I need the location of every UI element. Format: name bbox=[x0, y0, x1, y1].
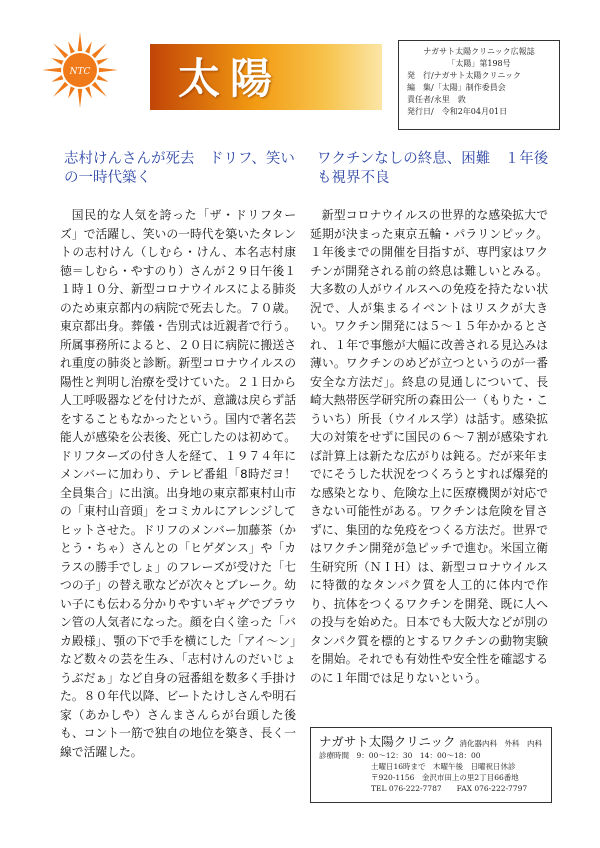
sun-ray bbox=[78, 32, 83, 51]
clinic-hours: 9：00～12：30 14：00～18：00 bbox=[356, 751, 481, 760]
clinic-phone: TEL 076-222-7787 bbox=[371, 784, 442, 793]
publish-date-line: 発行日/ 令和2年04月01日 bbox=[407, 107, 508, 116]
sun-ray bbox=[92, 82, 107, 97]
sun-ray bbox=[51, 58, 63, 65]
newsletter-title: 太陽 bbox=[178, 54, 283, 103]
sun-ray bbox=[53, 43, 68, 58]
sun-ray bbox=[78, 89, 83, 108]
clinic-name-line bbox=[319, 732, 543, 750]
editor-line: 編 集/「太陽」制作委員会 bbox=[407, 83, 506, 92]
clinic-departments: 消化器内科 外科 内科 bbox=[459, 739, 543, 748]
sun-ray bbox=[97, 58, 109, 65]
clinic-name: ナガサト太陽クリニック bbox=[319, 734, 456, 749]
sun-ray bbox=[68, 87, 75, 99]
sun-ray bbox=[85, 87, 92, 99]
clinic-address: 〒920-1156 金沢市田上の里2丁目66番地 bbox=[371, 773, 519, 782]
sun-ray bbox=[97, 75, 109, 82]
masthead-info-box bbox=[398, 40, 560, 130]
sun-ray bbox=[92, 43, 107, 58]
clinic-info-box bbox=[310, 727, 552, 803]
responsible-line: 責任者/永里 敦 bbox=[407, 95, 466, 104]
publisher-line: 発 行/ナガサト太陽クリニック bbox=[407, 71, 522, 80]
clinic-phone-fax-line bbox=[319, 783, 543, 794]
clinic-fax: FAX 076-222-7797 bbox=[456, 784, 528, 793]
publication-name: ナガサト太陽クリニック広報誌 bbox=[423, 47, 535, 56]
sun-ray bbox=[99, 68, 118, 73]
right-article-headline: ワクチンなしの終息、困難 １年後も視界不良 bbox=[317, 151, 549, 186]
clinic-saturday-note: 土曜日16時まで 木曜午後 日曜祝日休診 bbox=[371, 762, 516, 771]
title-banner bbox=[150, 44, 382, 110]
clinic-hours-label: 診療時間 bbox=[319, 751, 349, 760]
clinic-hours-line bbox=[319, 750, 543, 761]
sun-ray bbox=[85, 41, 92, 53]
left-article-headline: 志村けんさんが死去 ドリフ、笑いの一時代築く bbox=[64, 151, 295, 186]
svg-text:NTC: NTC bbox=[69, 67, 91, 77]
sun-ray bbox=[42, 68, 61, 73]
issue-number: 「太陽」第198号 bbox=[447, 59, 511, 68]
sun-logo-icon bbox=[40, 30, 120, 110]
right-article-body: 新型コロナウイルスの世界的な感染拡大で延期が決まった東京五輪・パラリンピック。１年後までの開催を目指すが、専門家はワクチンが開発される前の終息は難しいとみる。大多数の人がウイルスへの免疫を持たない状況で、人が集まるイベントはリスクが大きい。ワクチン開発には５～１５年かかるとされ、１年で事態が大幅に改善される見込みは薄い。ワクチンのめどが立つというのが一番安全な方法だ」。終息の見通しについて、長崎大熱帯医学研究所の森田公一（もりた・こういち）所長（ウイルス学）は話す。感染拡大の対策をせずに国民の６～７割が感染すれば計算上は新たな広がりは鈍る。だが来年までにそうした状況をつくろうとすれば爆発的な感染となり、危険な上に医療機関が対応できない可能性がある。ワクチンは危険を冒さずに、集団的な免疫をつくる方法だ。世界ではワクチン開発が急ピッチで進む。米国立衛生研究所（ＮＩＨ）は、新型コロナウイルスに特徴的なタンパク質を人工的に体内で作り、抗体をつくるワクチンを開発、既に人への投与を始めた。日本でも大阪大などが別のタンパク質を標的とするワクチンの動物実験を開始。それでも有効性や安全性を確認するのに１年間では足りないという。 bbox=[310, 208, 548, 685]
sun-ray bbox=[51, 75, 63, 82]
left-article-body: 国民的な人気を誇った「ザ・ドリフターズ」で活躍し、笑いの一時代を築いたタレントの志村けん（しむら・けん、本名志村康徳＝しむら・やすのり）さんが２９日午後１１時１０分、新型コロナウイルスによる肺炎のため東京都内の病院で死去した。７０歳。東京都出身。葬儀・告別式は近親者で行う。所属事務所によると、２０日に病院に搬送され重度の肺炎と診断。新型コロナウイルスの陽性と判明し治療を受けていた。２１日から人工呼吸器などを付けたが、意識は戻らず話をすることもなかったという。国内で著名芸能人が感染を公表後、死亡したのは初めて。ドリフターズの付き人を経て、１９７４年にメンバーに加わり、テレビ番組「8時だヨ！全員集合」に出演。出身地の東京都東村山市の「東村山音頭」をコミカルにアレンジしてヒットさせた。ドリフのメンバー加藤茶（かとう・ちゃ）さんとの「ヒゲダンス」や「カラスの勝手でしょ」のフレーズが受けた「七つの子」の替え歌などが次々とブレーク。幼い子にも伝わる分かりやすいギャグでブラウン管の人気者になった。顔を白く塗った「バカ殿様」、顎の下で手を横にした「アイ～ン」など数々の芸を生み、「志村けんのだいじょうぶだぁ」など自身の冠番組を数多く手掛けた。８０年代以降、ビートたけしさんや明石家（あかしや）さんまさんらが台頭した後も、コント一筋で独自の地位を築き、長く一線で活躍した。 bbox=[60, 208, 296, 759]
sun-ray bbox=[68, 41, 75, 53]
sun-ray bbox=[53, 82, 68, 97]
